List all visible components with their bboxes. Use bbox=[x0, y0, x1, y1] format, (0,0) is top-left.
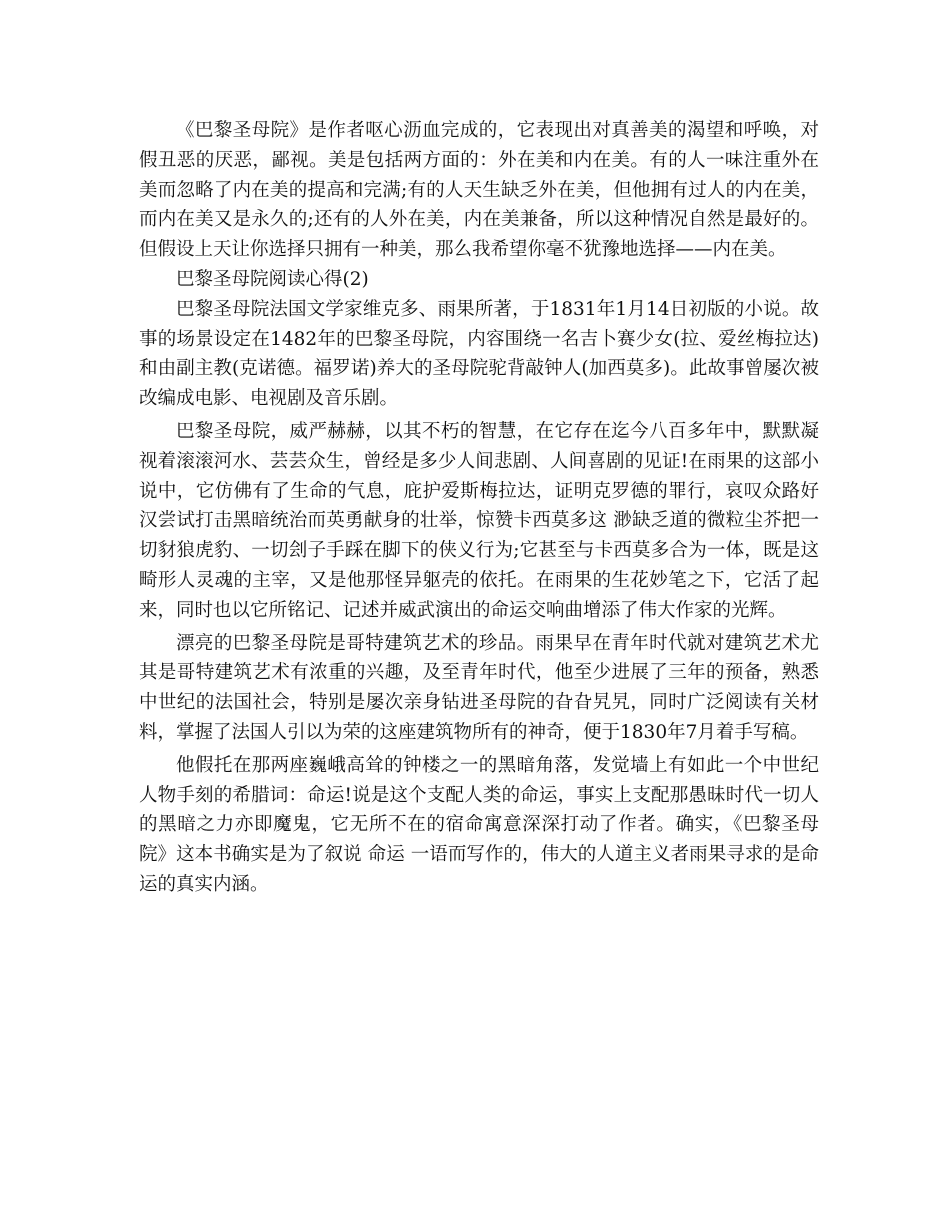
paragraph-fate: 他假托在那两座巍峨高耸的钟楼之一的黑暗角落，发觉墙上有如此一个中世纪人物手刻的希腊词：命运!说是这个支配人类的命运，事实上支配那愚昧时代一切人的黑暗之力亦即魔鬼，它无所不在的宿命寓意深深打动了作者。确实，《巴黎圣母院》这本书确实是为了叙说 命运 一语而写作的，伟大的人道主义者雨果寻求的是命运的真实内涵。 bbox=[139, 754, 819, 895]
paragraph-novel-intro: 巴黎圣母院法国文学家维克多、雨果所著，于1831年1月14日初版的小说。故事的场景设定在1482年的巴黎圣母院，内容围绕一名吉卜赛少女(拉、爱丝梅拉达)和由副主教(克诺德。福罗诺)养大的圣母院驼背敲钟人(加西莫多)。此故事曾屡次被改编成电影、电视剧及音乐剧。 bbox=[139, 298, 819, 410]
section-heading: 巴黎圣母院阅读心得(2) bbox=[176, 268, 369, 290]
document-body bbox=[139, 116, 819, 900]
paragraph-beauty-summary: 《巴黎圣母院》是作者呕心沥血完成的，它表现出对真善美的渴望和呼唤，对假丑恶的厌恶，鄙视。美是包括两方面的：外在美和内在美。有的人一味注重外在美而忽略了内在美的提高和完满;有的人天生缺乏外在美，但他拥有过人的内在美，而内在美又是永久的;还有的人外在美，内在美兼备，所以这种情况自然是最好的。但假设上天让你选择只拥有一种美，那么我希望你毫不犹豫地选择——内在美。 bbox=[139, 120, 819, 261]
paragraph-gothic-architecture: 漂亮的巴黎圣母院是哥特建筑艺术的珍品。雨果早在青年时代就对建筑艺术尤其是哥特建筑艺术有浓重的兴趣，及至青年时代，他至少进展了三年的预备，熟悉中世纪的法国社会，特别是屡次亲身钻进圣母院的旮旮旯旯，同时广泛阅读有关材料，掌握了法国人引以为荣的这座建筑物所有的神奇，便于1830年7月着手写稿。 bbox=[139, 632, 819, 743]
paragraph-cathedral-witness: 巴黎圣母院，威严赫赫，以其不朽的智慧，在它存在迄今八百多年中，默默凝视着滚滚河水、芸芸众生，曾经是多少人间悲剧、人间喜剧的见证!在雨果的这部小说中，它仿佛有了生命的气息，庇护爱斯梅拉达，证明克罗德的罪行，哀叹众路好汉尝试打击黑暗统治而英勇献身的壮举，惊赞卡西莫多这 渺缺乏道的微粒尘芥把一切豺狼虎豹、一切刽子手踩在脚下的侠义行为;它甚至与卡西莫多合为一体，既是这畸形人灵魂的主宰，又是他那怪异躯壳的依托。在雨果的生花妙笔之下，它活了起来，同时也以它所铭记、记述并威武演出的命运交响曲增添了伟大作家的光辉。 bbox=[139, 420, 819, 621]
